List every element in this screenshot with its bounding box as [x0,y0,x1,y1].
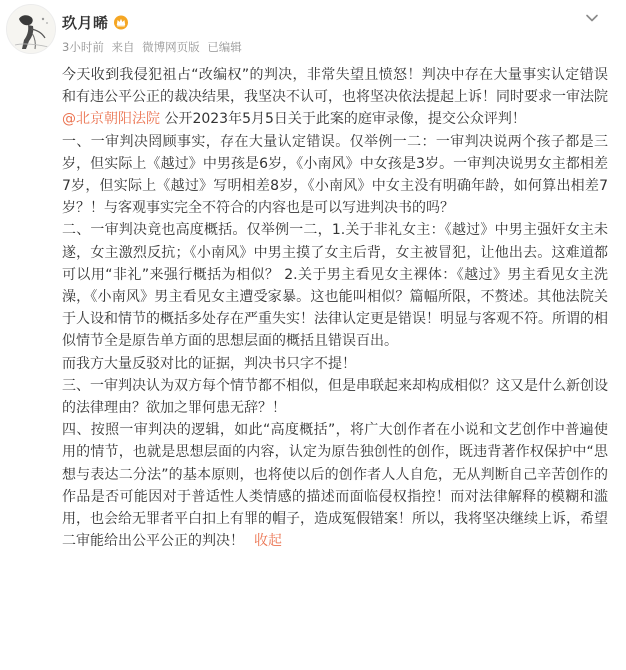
post-text-6: 四、按照一审判决的逻辑，如此“高度概括”，将广大创作者在小说和文艺创作中普遍使用的情节，也就是思想层面的内容，认定为原告独创性的创作，既违背著作权保护中“思想与表达二分法”的基本原则，也将使以后的创作者人人自危，无从判断自己辛苦创作的作品是否可能因对于普适性人类情感的描述而面临侵权指控！而对法律解释的模糊和滥用，也会给无罪者平白扣上有罪的帽子，造成冤假错案！所以，我将坚决继续上诉，希望二审能给出公平公正的判决！ [62,422,608,550]
post-source[interactable]: 微博网页版 [142,40,200,54]
post-paragraph-1 [62,64,608,131]
post-text-1b: 公开2023年5月5日关于此案的庭审录像，提交公众评判！ [160,111,526,128]
edited-label[interactable]: 已编辑 [207,40,242,54]
user-name[interactable]: 玖月晞 [62,13,109,32]
avatar-image [7,5,56,54]
post-text-1a: 今天收到我侵犯祖占“改编权”的判决，非常失望且愤怒！判决中存在大量事实认定错误和有违公平公正的裁决结果，我坚决不认可，也将坚决依法提起上诉！同时要求一审法院 [62,67,608,106]
post-meta [62,39,246,55]
post-paragraph-3: 二、一审判决竟也高度概括。仅举例一二，1.关于非礼女主：《越过》中男主强奸女主未遂，女主激烈反抗；《小南风》中男主摸了女主后背，女主被冒犯，让他出去。这难道都可以用“非礼”来强行概括为相似？ 2.关于男主看见女主裸体：《越过》男主看见女主洗澡，《小南风》男主看见女主遭受家暴。这也能叫相似？篇幅所限，不赘述。其他法院关于人设和情节的概括多处存在严重失实！法律认定更是错误！明显与客观不符。所谓的相似情节全是原告单方面的思想层面的概括且错误百出。 [62,222,608,350]
vip-crown-icon[interactable] [113,14,129,30]
post-paragraph-6 [62,419,608,552]
chevron-down-icon[interactable] [584,10,600,26]
post-paragraph-4: 而我方大量反驳对比的证据，判决书只字不提！ [62,355,356,372]
post-paragraph-5: 三、一审判决认为双方每个情节都不相似，但是串联起来却构成相似？这又是什么新创设的法律理由？欲加之罪何患无辞？！ [62,377,608,417]
source-prefix: 来自 [111,40,135,54]
post-time[interactable]: 3小时前 [62,40,104,54]
avatar[interactable] [6,4,56,54]
post-content [62,64,608,552]
header-name-row [62,11,129,33]
post-paragraph-2: 一、一审判决罔顾事实，存在大量认定错误。仅举例一二：一审判决说两个孩子都是三岁，但实际上《越过》中男孩是6岁，《小南风》中女孩是3岁。一审判决说男女主都相差7岁，但实际上《越过》写明相差8岁，《小南风》中女主没有明确年龄，如何算出相差7岁？！与客观事实完全不符合的内容也是可以写进判决书的吗？ [62,133,608,217]
collapse-link[interactable]: 收起 [254,533,282,550]
mention-link[interactable]: @北京朝阳法院 [62,111,160,128]
